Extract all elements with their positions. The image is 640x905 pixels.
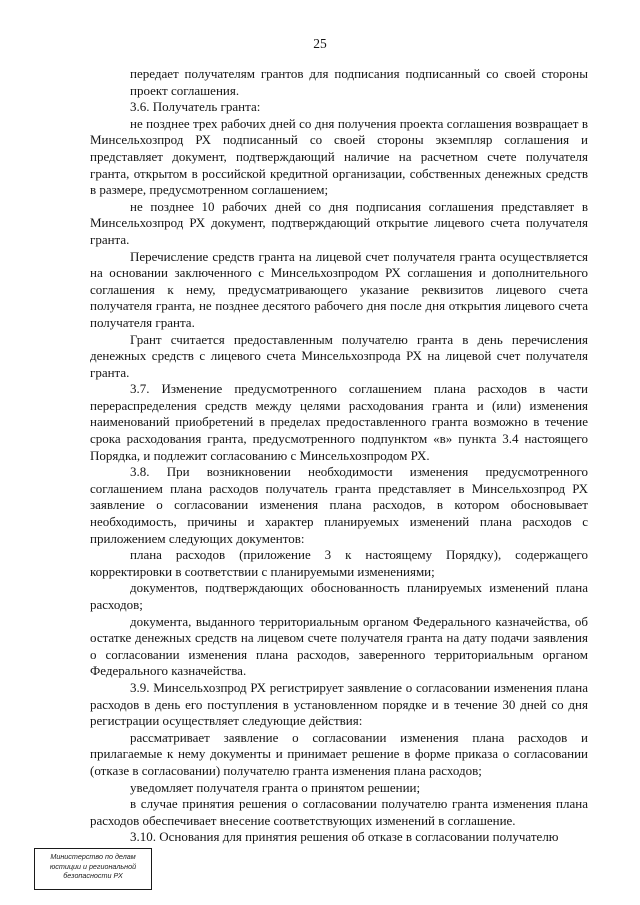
document-body	[90, 66, 588, 846]
page-number: 25	[313, 36, 327, 51]
paragraph-8: 3.8. При возникновении необходимости изменения предусмотренного соглашением плана расходов получатель гранта представляет в Минсельхозпрод РХ заявление о согласовании изменения плана расходов, в котором обосновывает необходимость, причины и характер планируемых изменений плана расходов с приложением следующих документов:	[90, 464, 588, 546]
paragraph-9: плана расходов (приложение 3 к настоящему Порядку), содержащего корректировки в соответствии с планируемыми изменениями;	[90, 547, 588, 579]
paragraph-2: 3.6. Получатель гранта:	[130, 99, 261, 115]
paragraph-16: 3.10. Основания для принятия решения об отказе в согласовании получателю	[130, 829, 559, 845]
registration-stamp	[34, 848, 152, 890]
paragraph-14: уведомляет получателя гранта о принятом решении;	[130, 779, 421, 795]
paragraph-1: передает получателям грантов для подписания подписанный со своей стороны проект соглашения.	[130, 66, 588, 98]
paragraph-13: рассматривает заявление о согласовании изменения плана расходов и прилагаемые к нему документы и принимает решение в форме приказа о согласовании (отказе в согласовании) получателю гранта изменения плана расходов;	[90, 729, 588, 778]
paragraph-15: в случае принятия решения о согласовании получателю гранта изменения плана расходов обеспечивает внесение соответствующих изменений в соглашение.	[90, 796, 588, 828]
paragraph-3: не позднее трех рабочих дней со дня получения проекта соглашения возвращает в Минсельхозпрод РХ подписанный со своей стороны экземпляр соглашения и представляет документ, подтверждающий наличие на расчетном счете получателя гранта, открытом в российской кредитной организации, собственных денежных средств в размере, предусмотренном соглашением;	[90, 115, 588, 198]
paragraph-7: 3.7. Изменение предусмотренного соглашением плана расходов в части перераспределения средств между целями расходования гранта и (или) изменения наименований приобретений в пределах предоставленного гранта возможно в течение срока расходования гранта, предусмотренного подпунктом «в» пункта 3.4 настоящего Порядка, и подлежит согласованию с Минсельхозпродом РХ.	[90, 381, 588, 463]
paragraph-5: Перечисление средств гранта на лицевой счет получателя гранта осуществляется на основании заключенного с Минсельхозпродом РХ соглашения и дополнительного соглашения к нему, предусматривающего указание реквизитов лицевого счета получателя гранта, не позднее десятого рабочего дня после дня открытия лицевого счета получателя гранта.	[90, 248, 588, 330]
paragraph-12: 3.9. Минсельхозпрод РХ регистрирует заявление о согласовании изменения плана расходов в день его поступления в установленном порядке и в течение 30 дней со дня регистрации осуществляет следующие действия:	[90, 679, 588, 729]
paragraph-10: документов, подтверждающих обоснованность планируемых изменений плана расходов;	[90, 580, 588, 612]
stamp-line-2: юстиции и региональной	[49, 861, 137, 871]
paragraph-11: документа, выданного территориальным органом Федерального казначейства, об остатке денежных средств на лицевом счете получателя гранта на дату подачи заявления о согласовании изменения плана расходов, заверенного территориальным органом Федерального казначейства.	[90, 613, 588, 679]
stamp-line-3: безопасности РХ	[63, 871, 123, 881]
paragraph-6: Грант считается предоставленным получателю гранта в день перечисления денежных средств с лицевого счета Минсельхозпрода РХ на лицевой счет получателя гранта.	[90, 331, 588, 380]
paragraph-4: не позднее 10 рабочих дней со дня подписания соглашения представляет в Минсельхозпрод РХ документ, подтверждающий открытие лицевого счета получателя гранта.	[90, 198, 588, 247]
stamp-line-1: Министерство по делам	[50, 852, 136, 861]
